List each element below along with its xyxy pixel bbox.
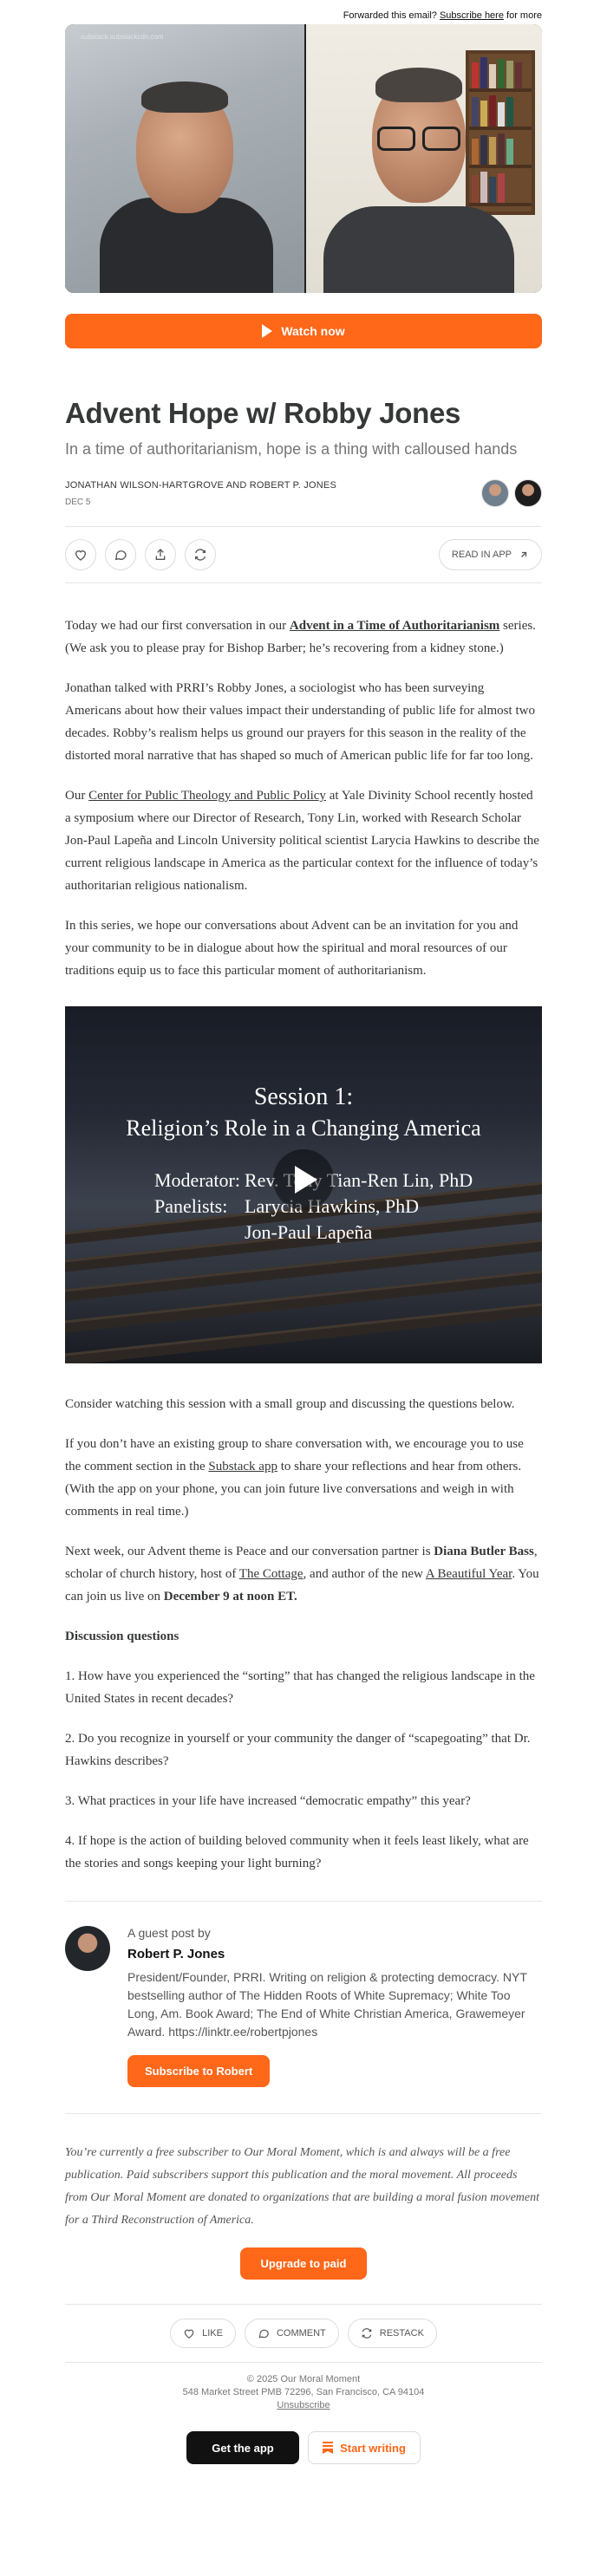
discussion-question: 3. What practices in your life have increased “democratic empathy” this year?: [65, 1794, 471, 1808]
forward-suffix: for more: [506, 10, 542, 21]
email-footer: [65, 2373, 542, 2412]
like-button[interactable]: [170, 2319, 236, 2348]
guest-author-card: [65, 1902, 542, 2087]
content-column: [65, 0, 542, 2464]
video-play-button[interactable]: [273, 1149, 334, 1210]
like-button[interactable]: [65, 539, 96, 570]
paragraph: Next week, our Advent theme is Peace and our conversation partner is Diana Butler Bass, scholar of church history, host of The Cottage, and author of the new A Beautiful Year. You can join us live on December 9 at noon ET.: [65, 1545, 539, 1603]
author-avatars: [481, 479, 542, 507]
section-divider: [65, 2113, 542, 2114]
paragraph: Our Center for Public Theology and Public Policy at Yale Divinity School recently hosted a symposium where our Director of Research, Tony Lin, worked with Research Scholar Jon-Paul Lapeña and Lincoln University political scientist Larycia Hawkins to describe the current religious landscape in America as the particular context for the influence of today’s authoritarian religious nationalism.: [65, 789, 539, 893]
start-writing-button[interactable]: [308, 2431, 421, 2464]
center-public-theology-link[interactable]: Center for Public Theology and Public Policy: [88, 789, 326, 803]
paragraph: If you don’t have an existing group to share conversation with, we encourage you to use the comment section in the Substack app to share your reflections and hear from others. (With the app on your phone, you can join future live conversations and weigh in with comments in real time.): [65, 1437, 524, 1519]
post-date: DEC 5: [65, 497, 91, 507]
byline: [65, 479, 542, 507]
play-icon: [262, 324, 272, 338]
video-watermark: substack.substackcdn.com: [81, 33, 164, 41]
paragraph: In this series, we hope our conversations about Advent can be an invitation for you and your community to be in dialogue about how the spiritual and moral resources of our traditions equip us to face this particular moment of authoritarianism.: [65, 919, 519, 978]
like-label: LIKE: [202, 2328, 223, 2339]
footer-reactions: [65, 2304, 542, 2363]
watch-now-button[interactable]: [65, 314, 542, 348]
post-authors[interactable]: JONATHAN WILSON-HARTGROVE AND ROBERT P. JONES: [65, 479, 336, 491]
restack-button[interactable]: [348, 2319, 437, 2348]
video-credits: Moderator: Rev. Tony Tian-Ren Lin, PhD Panelists: Larycia Hawkins, PhD Jon-Paul Lapeña: [154, 1169, 473, 1243]
app-cta-row: [65, 2431, 542, 2464]
paragraph: Consider watching this session with a small group and discussing the questions below.: [65, 1397, 515, 1411]
comment-button[interactable]: [105, 539, 136, 570]
watch-now-label: Watch now: [281, 324, 345, 338]
free-subscriber-note: You’re currently a free subscriber to Our Moral Moment, which is and always will be a free publication. Paid subscribers support this publication and the moral movement. All proceeds from Our Moral Moment are donated to organizations that are building a moral fusion movement for a Third Reconstruction of America.: [65, 2146, 540, 2227]
comment-icon: [258, 2327, 270, 2339]
unsubscribe-link[interactable]: Unsubscribe: [277, 2400, 330, 2410]
restack-button[interactable]: [185, 539, 216, 570]
embedded-video[interactable]: [65, 1006, 542, 1363]
get-the-app-button[interactable]: Get the app: [186, 2431, 299, 2464]
guest-bio: President/Founder, PRRI. Writing on religion & protecting democracy. NYT bestselling author of The Hidden Roots of White Supremacy; White Too Long, Am. Book Award; The End of White Christian America, Grawemeyer Award. https://linktr.ee/robertpjones: [127, 1970, 527, 2039]
avatar[interactable]: [65, 1926, 110, 1971]
a-beautiful-year-link[interactable]: A Beautiful Year: [425, 1567, 512, 1581]
substack-logo-icon: [323, 2442, 333, 2454]
share-icon: [153, 548, 167, 562]
video-panel-left: [65, 24, 304, 293]
copyright: © 2025 Our Moral Moment: [246, 2374, 361, 2384]
restack-label: RESTACK: [379, 2328, 424, 2339]
upgrade-to-paid-button[interactable]: Upgrade to paid: [240, 2247, 367, 2280]
play-icon: [295, 1166, 317, 1194]
start-writing-label: Start writing: [340, 2441, 406, 2455]
advent-series-link[interactable]: Advent in a Time of Authoritarianism: [289, 619, 500, 633]
comment-label: COMMENT: [276, 2328, 326, 2339]
heart-icon: [74, 548, 88, 562]
forward-notice: [65, 0, 542, 24]
post-body: [65, 615, 542, 1875]
video-session-number: Session 1:: [253, 1083, 354, 1110]
video-session-name: Religion’s Role in a Changing America: [126, 1116, 481, 1141]
arrow-up-right-icon: [519, 550, 529, 560]
comment-button[interactable]: [245, 2319, 339, 2348]
video-panel-right: [304, 24, 542, 293]
restack-icon: [193, 548, 207, 562]
share-button[interactable]: [145, 539, 176, 570]
guest-label: A guest post by: [127, 1926, 211, 1940]
the-cottage-link[interactable]: The Cottage: [238, 1567, 304, 1581]
comment-icon: [114, 548, 127, 562]
discussion-question: 2. Do you recognize in yourself or your community the danger of “scapegoating” that Dr. Hawkins describes?: [65, 1732, 531, 1768]
read-in-app-button[interactable]: [439, 539, 542, 570]
guest-name[interactable]: Robert P. Jones: [127, 1947, 225, 1961]
paragraph: Jonathan talked with PRRI’s Robby Jones, a sociologist who has been surveying Americans about how their values impact their understanding of public life for almost two decades. Robby’s realism helps us ground our prayers for this season in the reality of the distorted moral narrative that has shaped so much of American public life for far too long.: [65, 681, 535, 763]
post-action-bar: [65, 526, 542, 583]
subscribe-to-author-button[interactable]: Subscribe to Robert: [127, 2055, 270, 2087]
post-subtitle: In a time of authoritarianism, hope is a thing with calloused hands: [65, 440, 518, 458]
read-in-app-label: READ IN APP: [451, 550, 512, 560]
heart-icon: [183, 2327, 195, 2339]
restack-icon: [361, 2327, 373, 2339]
discussion-question: 4. If hope is the action of building beloved community when it feels least likely, what are the stories and songs keeping your light burning?: [65, 1834, 529, 1870]
discussion-heading: Discussion questions: [65, 1630, 179, 1643]
avatar[interactable]: [514, 479, 542, 507]
discussion-question: 1. How have you experienced the “sorting” that has changed the religious landscape in the United States in recent decades?: [65, 1669, 535, 1706]
subscribe-here-link[interactable]: Subscribe here: [439, 10, 504, 21]
paragraph: Today we had our first conversation in our Advent in a Time of Authoritarianism series. (We ask you to please pray for Bishop Barber; he’s recovering from a kidney stone.): [65, 619, 536, 655]
post-title[interactable]: Advent Hope w/ Robby Jones: [65, 397, 461, 429]
substack-app-link[interactable]: Substack app: [208, 1460, 277, 1473]
hero-video-thumbnail[interactable]: [65, 24, 542, 293]
avatar[interactable]: [481, 479, 509, 507]
forward-prefix: Forwarded this email?: [343, 10, 437, 21]
mailing-address: 548 Market Street PMB 72296, San Francisco, CA 94104: [182, 2387, 425, 2397]
